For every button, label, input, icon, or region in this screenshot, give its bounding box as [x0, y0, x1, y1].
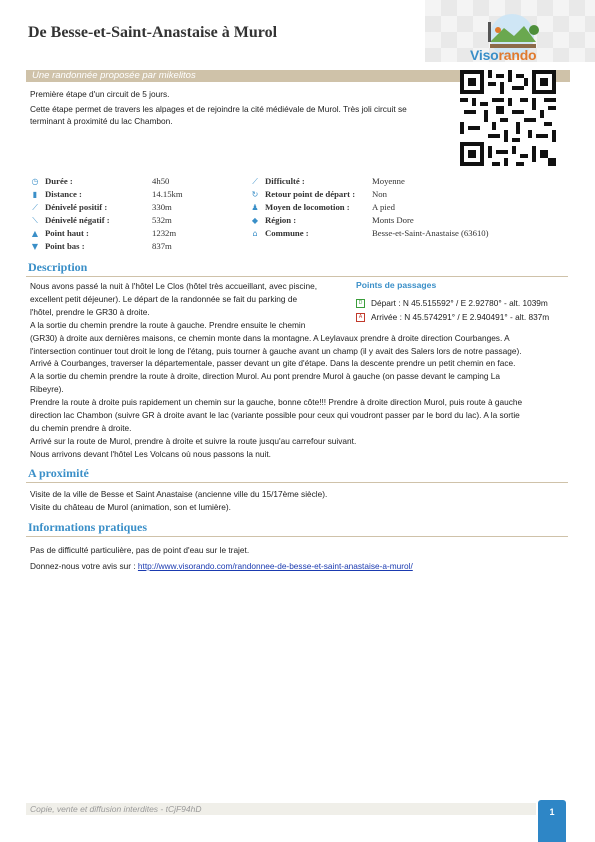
section-nearby-heading — [26, 464, 568, 483]
low-point-icon: ▼ — [31, 242, 39, 251]
description-line: Nous arrivons devant l'hôtel Les Volcans où nous passons la nuit. — [30, 448, 271, 459]
description-heading: Description — [28, 260, 88, 274]
stat-duration-value: 4h50 — [152, 176, 170, 186]
footer-bar — [26, 803, 536, 815]
practical-text — [30, 542, 570, 574]
distance-icon: ▮ — [32, 190, 38, 199]
description-line: Ribeyre). — [30, 384, 64, 395]
visorando-wordmark: Visorando — [470, 47, 537, 63]
description-line: (GR30) à droite aux dernières maisons, ce chemin monte dans la montagne. A Leylavaux prendre à droite direction Courbanges. A — [30, 332, 510, 343]
stat-low-point: ▼ Point bas : — [31, 241, 85, 251]
stat-locomotion: ♟ Moyen de locomotion : — [251, 202, 350, 212]
stat-elevation-up: ⟋ Dénivelé positif : — [30, 202, 107, 213]
start-marker-icon: D — [356, 299, 365, 308]
stat-elevation-down: ⟍ Dénivelé négatif : — [30, 215, 110, 226]
review-line: Donnez-nous votre avis sur : http://www.visorando.com/randonnee-de-besse-et-saint-anastaise-a-murol/ — [30, 561, 413, 571]
elevation-up-icon: ⟋ — [32, 203, 38, 212]
duration-icon: ◷ — [31, 177, 39, 186]
stat-difficulty: ⟋ Difficulté : — [250, 176, 305, 187]
description-line: du chemin prendre à droite. — [30, 422, 132, 433]
stat-duration: ◷ Durée : — [31, 176, 73, 186]
intro-text — [30, 88, 440, 130]
author-line: Une randonnée proposée par mikelitos — [32, 70, 196, 81]
page-title: De Besse-et-Saint-Anastaise à Murol — [28, 24, 278, 41]
stat-distance-value: 14.15km — [152, 189, 183, 199]
description-line: l'intersection continuer tout droit le long de l'étang, puis tourner à gauche avant un champ (il y avait des Salers lors de notre passage). — [30, 345, 522, 356]
section-practical-heading — [26, 518, 568, 537]
practical-heading: Informations pratiques — [28, 520, 148, 534]
stat-elevation-up-value: 330m — [152, 202, 172, 212]
stat-region: ◆ Région : — [251, 215, 297, 225]
description-line: excellent petit déjeuner). Le départ de la randonnée se fait du parking de — [30, 293, 298, 304]
page-number: 1 — [538, 800, 566, 842]
waypoints-heading: Points de passages — [356, 280, 437, 290]
stat-locomotion-value: A pied — [372, 202, 395, 212]
intro-line: Cette étape permet de travers les alpages et de rejoindre la cité médiévale de Murol. Très joli circuit se terminant à proximité du lac Chambon. — [30, 104, 407, 126]
stat-difficulty-value: Moyenne — [372, 176, 405, 186]
loop-icon: ↻ — [251, 190, 259, 199]
nearby-line: Visite du château de Murol (animation, son et lumière). — [30, 501, 231, 512]
stat-high-point-value: 1232m — [152, 228, 177, 238]
stat-high-point: ▲ Point haut : — [31, 228, 89, 238]
description-line: Arrivé sur la route de Murol, prendre à droite et suivre la route jusqu'au carrefour suivant. — [30, 435, 357, 446]
practical-line: Pas de difficulté particulière, pas de point d'eau sur le trajet. — [30, 545, 250, 555]
stat-region-value: Monts Dore — [372, 215, 414, 225]
elevation-down-icon: ⟍ — [32, 216, 38, 225]
waypoint-end: A Arrivée : N 45.574291° / E 2.940491° - alt. 837m — [356, 310, 566, 324]
town-hall-icon: ⌂ — [252, 229, 258, 238]
waypoint-start: D Départ : N 45.515592° / E 2.92780° - alt. 1039m — [356, 296, 566, 310]
description-line: Arrivé à Courbanges, traverser la départementale, passer devant un gite d'étape. Dans la descente prendre un petit chemin en face. — [30, 358, 516, 369]
stat-elevation-down-value: 532m — [152, 215, 172, 225]
description-line: direction lac Chambon (suivre GR à droite avant le lac (variante possible pour ceux qui voudront passer par le bord du lac). A la sortie — [30, 410, 520, 421]
description-line: A la sortie du chemin prendre la route à gauche. Prendre ensuite le chemin — [30, 319, 306, 330]
description-line: Nous avons passé la nuit à l'hôtel Le Clos (hôtel très accueillant, avec piscine, — [30, 281, 318, 291]
description-line: l'hôtel, prendre le GR30 à droite. — [30, 306, 150, 317]
review-link[interactable]: http://www.visorando.com/randonnee-de-besse-et-saint-anastaise-a-murol/ — [137, 561, 413, 571]
copyright-notice: Copie, vente et diffusion interdites - tCjF94hD — [30, 804, 202, 814]
difficulty-icon: ⟋ — [252, 177, 258, 186]
intro-line: Première étape d'un circuit de 5 jours. — [30, 89, 170, 99]
stat-loop: ↻ Retour point de départ : — [251, 189, 356, 199]
region-icon: ◆ — [251, 216, 259, 225]
qr-code — [460, 70, 556, 166]
walker-icon: ♟ — [251, 203, 259, 212]
nearby-text — [30, 488, 570, 514]
stat-loop-value: Non — [372, 189, 387, 199]
nearby-line: Visite de la ville de Besse et Saint Anastaise (ancienne ville du 15/17ème siècle). — [30, 489, 328, 499]
description-line: Prendre la route à droite puis rapidement un chemin sur la gauche, bonne côte!!! Prendre à droite direction Murol, puis route à gauche — [30, 397, 523, 408]
high-point-icon: ▲ — [31, 229, 39, 238]
waypoints-box — [356, 280, 566, 324]
stat-distance: ▮ Distance : — [30, 189, 82, 199]
stat-town: ⌂ Commune : — [250, 228, 309, 238]
section-description-heading — [26, 258, 568, 277]
nearby-heading: A proximité — [28, 466, 89, 480]
stat-town-value: Besse-et-Saint-Anastaise (63610) — [372, 228, 489, 238]
end-marker-icon: A — [356, 313, 365, 322]
description-line: A la sortie du chemin prendre la route à droite, direction Murol. Au pont prendre Murol à gauche (on passe devant le camping La — [30, 371, 500, 382]
stat-low-point-value: 837m — [152, 241, 172, 251]
